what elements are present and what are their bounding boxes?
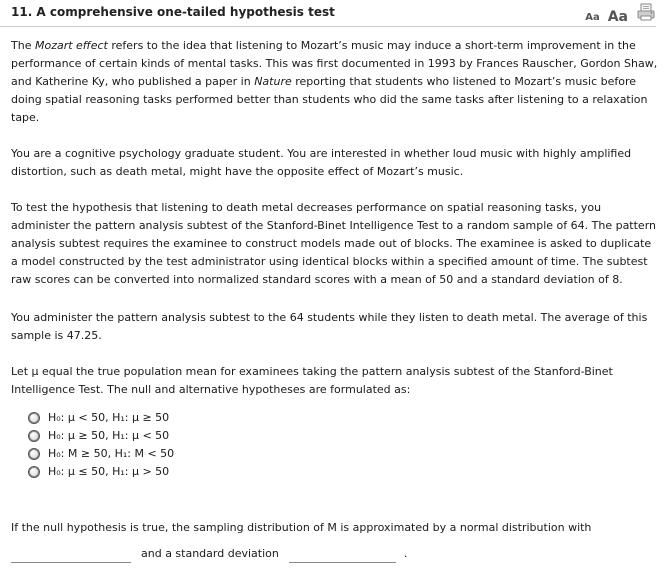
question-title: 11. A comprehensive one-tailed hypothesis test: [11, 5, 335, 19]
question-header: [0, 0, 666, 27]
hypothesis-option-2[interactable]: [28, 427, 174, 445]
hypothesis-option-1[interactable]: [28, 409, 174, 427]
print-button[interactable]: [636, 2, 656, 26]
header-divider: [0, 26, 656, 27]
font-decrease-button[interactable]: Aa: [585, 12, 600, 23]
option-label: H₀: μ < 50, H₁: μ ≥ 50: [48, 411, 170, 424]
connector-text: and a standard deviation: [141, 547, 279, 560]
print-icon: [636, 2, 656, 22]
hypothesis-option-4[interactable]: [28, 463, 174, 481]
toolbar: [585, 2, 656, 26]
paragraph-context: You are a cognitive psychology graduate student. You are interested in whether loud music with highly amplified distortion, such as death metal, might have the opposite effect of Mozart’s music.: [11, 147, 632, 178]
paragraph-procedure: To test the hypothesis that listening to death metal decreases performance on spatial reasoning tasks, you administer the pattern analysis subtest of the Stanford-Binet Intelligence Test to a random sample of 64. The pattern analysis subtest requires the examinee to construct models made out of blocks. The examinee is asked to duplicate a model constructed by the test administrator using identical blocks within a specified amount of time. The subtest raw scores can be converted into normalized standard scores with a mean of 50 and a standard deviation of 8.: [11, 201, 656, 286]
paragraph-mozart-effect: The Mozart effect refers to the idea that listening to Mozart’s music may induce a short-term improvement in the performance of certain kinds of mental tasks. This was first documented in 1993 by Frances Rauscher, Gordon Shaw, and Katherine Ky, who published a paper in Nature reporting that students who listened to Mozart’s music before doing spatial reasoning tasks performed better than students who did the same tasks after listening to a relaxation tape.: [11, 39, 658, 124]
term-mozart-effect: Mozart effect: [34, 39, 108, 52]
paragraph-sample-result: You administer the pattern analysis subtest to the 64 students while they listen to death metal. The average of this sample is 47.25.: [11, 311, 648, 342]
period-text: .: [403, 547, 408, 560]
hypothesis-options: [28, 409, 174, 481]
paragraph-sampling-distribution: If the null hypothesis is true, the sampling distribution of M is approximated by a normal distribution with: [11, 521, 592, 534]
hypothesis-option-3[interactable]: [28, 445, 174, 463]
sd-answer-blank[interactable]: [289, 548, 396, 563]
mean-answer-blank[interactable]: [11, 548, 131, 563]
radio-button[interactable]: [28, 430, 40, 442]
radio-button[interactable]: [28, 448, 40, 460]
answer-line: [11, 545, 407, 563]
font-increase-button[interactable]: Aa: [607, 9, 628, 25]
paragraph-hypotheses: Let μ equal the true population mean for examinees taking the pattern analysis subtest of the Stanford-Binet Intelligence Test. The null and alternative hypotheses are formulated as:: [11, 365, 613, 396]
option-label: H₀: M ≥ 50, H₁: M < 50: [48, 447, 175, 460]
radio-button[interactable]: [28, 412, 40, 424]
radio-button[interactable]: [28, 466, 40, 478]
option-label: H₀: μ ≤ 50, H₁: μ > 50: [48, 465, 170, 478]
option-label: H₀: μ ≥ 50, H₁: μ < 50: [48, 429, 170, 442]
journal-nature: Nature: [254, 75, 292, 88]
